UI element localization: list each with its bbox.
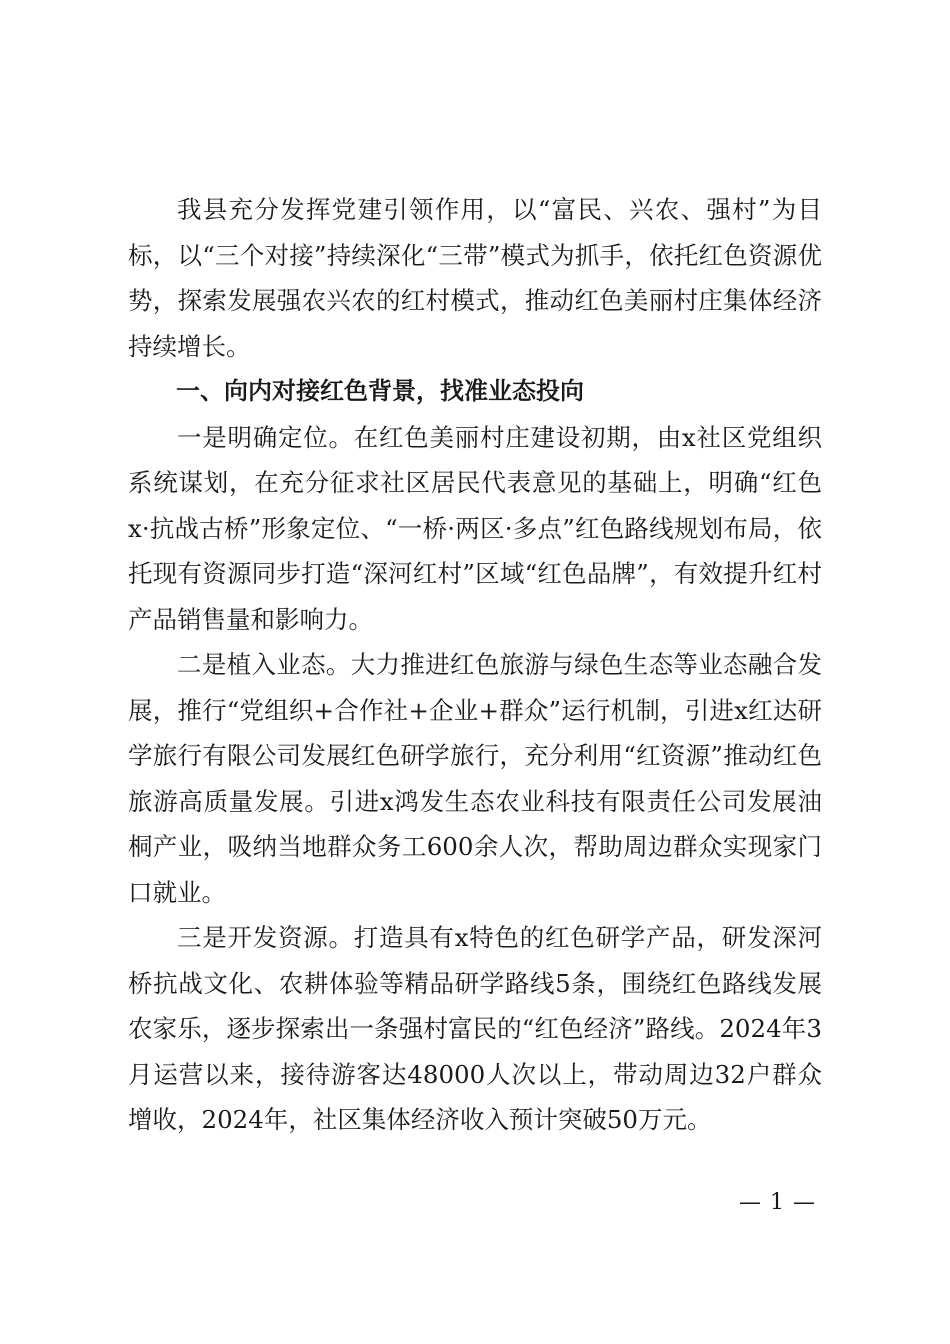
section-heading: 一、向内对接红色背景，找准业态投向 — [176, 377, 584, 405]
document-body — [128, 187, 822, 1143]
paragraph-business-format: 二是植入业态。大力推进红色旅游与绿色生态等业态融合发展，推行“党组织+合作社+企业+群众”运行机制，引进x红达研学旅行有限公司发展红色研学旅行，充分利用“红资源”推动红色旅游高质量发展。引进x鸿发生态农业科技有限责任公司发展油桐产业，吸纳当地群众务工600余人次，帮助周边群众实现家门口就业。 — [128, 650, 822, 907]
paragraph-resource-development: 三是开发资源。打造具有x特色的红色研学产品，研发深河桥抗战文化、农耕体验等精品研学路线5条，围绕红色路线发展农家乐，逐步探索出一条强村富民的“红色经济”路线。2024年3月运营以来，接待游客达48000人次以上，带动周边32户群众增收，2024年，社区集体经济收入预计突破50万元。 — [128, 923, 822, 1134]
paragraph-positioning: 一是明确定位。在红色美丽村庄建设初期，由x社区党组织系统谋划，在充分征求社区居民代表意见的基础上，明确“红色x·抗战古桥”形象定位、“一桥·两区·多点”红色路线规划布局，依托现有资源同步打造“深河红村”区域“红色品牌”，有效提升红村产品销售量和影响力。 — [128, 422, 822, 634]
intro-paragraph: 我县充分发挥党建引领作用，以“富民、兴农、强村”为目标，以“三个对接”持续深化“三带”模式为抓手，依托红色资源优势，探索发展强农兴农的红村模式，推动红色美丽村庄集体经济持续增长。 — [128, 195, 822, 361]
page-number: — 1 — — [739, 1190, 816, 1215]
